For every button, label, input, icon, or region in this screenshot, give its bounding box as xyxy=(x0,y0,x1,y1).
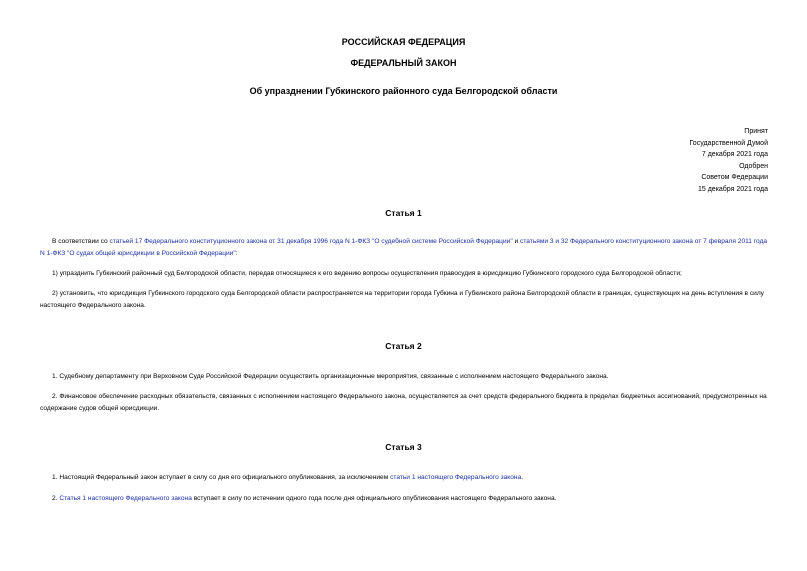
article-1-heading: Статья 1 xyxy=(385,208,422,218)
article-2-paragraph-2: 2. Финансовое обеспечение расходных обязательств, связанных с исполнением настоящего Федерального закона, осуществляется за счет средств федерального бюджета в пределах бюджетных ассигнований, предусмотренных на содержание судов общей юрисдикции. xyxy=(40,393,767,412)
text: 1. Настоящий Федеральный закон вступает в силу со дня его официального опубликования, за исключением xyxy=(52,474,391,481)
adoption-block xyxy=(689,126,768,195)
article-2-paragraph-1: 1. Судебному департаменту при Верховном Суде Российской Федерации осуществить организационные мероприятия, связанные с исполнением настоящего Федерального закона. xyxy=(52,373,609,380)
law-link-1[interactable]: статьей 17 Федерального конституционного закона от 31 декабря 1996 года N 1-ФКЗ "О судебной системе Российской Федерации" xyxy=(109,238,513,245)
article-1-paragraph-1 xyxy=(40,236,770,260)
approved-body: Советом Федерации xyxy=(701,174,768,181)
adopted-label: Принят xyxy=(744,128,768,135)
article-1-paragraph-2: 1) упразднить Губкинский районный суд Белгородской области, передав относящиеся к его ведению вопросы осуществления правосудия в юрисдикцию Губкинского городского суда Белгородской области; xyxy=(52,270,682,277)
approved-label: Одобрен xyxy=(739,162,768,170)
article-3-paragraph-1 xyxy=(40,472,770,484)
adopted-date: 7 декабря 2021 года xyxy=(701,151,768,158)
law-link-2[interactable]: статьями 3 и 32 Федерального конституционного закона от 7 февраля 2011 года N 1-ФКЗ "О судах общей юрисдикции в Российской Федерации" xyxy=(40,238,768,257)
text: вступает в силу по истечении одного года после дня официального опубликования настоящего Федерального закона. xyxy=(191,495,557,502)
law-title: Об упразднении Губкинского районного суда Белгородской области xyxy=(249,86,558,96)
article-1-paragraph-3: 2) установить, что юрисдикция Губкинского городского суда Белгородской области распространяется на территории города Губкина и Губкинского района Белгородской области в границах, существующих на день вступления в силу настоящего Федерального закона. xyxy=(40,290,764,309)
text: В соответствии со xyxy=(52,238,110,245)
article-1-link[interactable]: статьи 1 настоящего Федерального закона xyxy=(390,474,522,481)
article-3-heading: Статья 3 xyxy=(385,442,422,452)
article-2-heading: Статья 2 xyxy=(385,341,422,351)
article-3-paragraph-2 xyxy=(40,493,770,505)
country-heading: РОССИЙСКАЯ ФЕДЕРАЦИЯ xyxy=(341,37,466,47)
approved-date: 15 декабря 2021 года xyxy=(697,185,768,193)
text: 2. xyxy=(52,495,60,502)
law-type-heading: ФЕДЕРАЛЬНЫЙ ЗАКОН xyxy=(350,58,457,68)
text: и xyxy=(512,238,521,245)
article-1-link[interactable]: Статья 1 настоящего Федерального закона xyxy=(59,495,192,502)
adopted-body: Государственной Думой xyxy=(689,139,768,147)
text: : xyxy=(235,250,238,257)
text: . xyxy=(521,474,524,481)
